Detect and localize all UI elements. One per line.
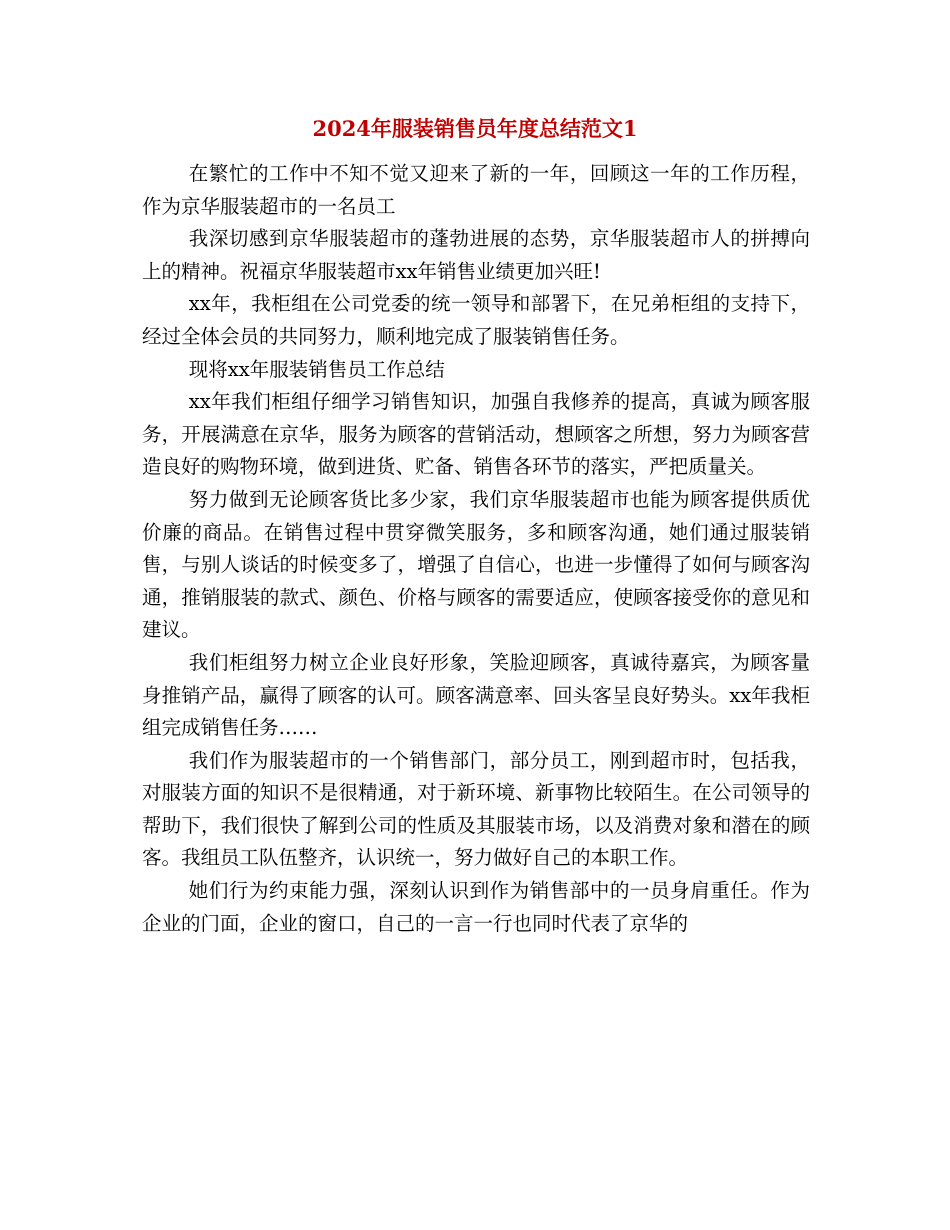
paragraph: 我深切感到京华服装超市的蓬勃进展的态势，京华服装超市人的拼搏向上的精神。祝福京华服装超市xx年销售业绩更加兴旺! [142,227,810,283]
paragraph: 现将xx年服装销售员工作总结 [188,357,445,381]
paragraph: 我们柜组努力树立企业良好形象，笑脸迎顾客，真诚待嘉宾，为顾客量身推销产品，赢得了顾客的认可。顾客满意率、回头客呈良好势头。xx年我柜组完成销售任务…… [142,650,810,740]
paragraph: xx年，我柜组在公司党委的统一领导和部署下，在兄弟柜组的支持下，经过全体会员的共同努力，顺利地完成了服装销售任务。 [142,292,810,348]
paragraph: 她们行为约束能力强，深刻认识到作为销售部中的一员身肩重任。作为企业的门面，企业的窗口，自己的一言一行也同时代表了京华的 [142,879,810,935]
paragraph: 努力做到无论顾客货比多少家，我们京华服装超市也能为顾客提供质优价廉的商品。在销售过程中贯穿微笑服务，多和顾客沟通，她们通过服装销售，与别人谈话的时候变多了，增强了自信心，也进一步懂得了如何与顾客沟通，推销服装的款式、颜色、价格与顾客的需要适应，使顾客接受你的意见和建议。 [142,487,810,642]
paragraph: xx年我们柜组仔细学习销售知识，加强自我修养的提高，真诚为顾客服务，开展满意在京华，服务为顾客的营销活动，想顾客之所想，努力为顾客营造良好的购物环境，做到进货、贮备、销售各环节的落实，严把质量关。 [142,390,810,479]
document-body [142,158,810,940]
paragraph: 我们作为服装超市的一个销售部门，部分员工，刚到超市时，包括我，对服装方面的知识不是很精通，对于新环境、新事物比较陌生。在公司领导的帮助下，我们很快了解到公司的性质及其服装市场，以及消费对象和潜在的顾客。我组员工队伍整齐，认识统一，努力做好自己的本职工作。 [142,748,810,870]
document-title: 2024年服装销售员年度总结范文1 [312,116,638,141]
paragraph: 在繁忙的工作中不知不觉又迎来了新的一年，回顾这一年的工作历程，作为京华服装超市的一名员工 [142,162,810,218]
